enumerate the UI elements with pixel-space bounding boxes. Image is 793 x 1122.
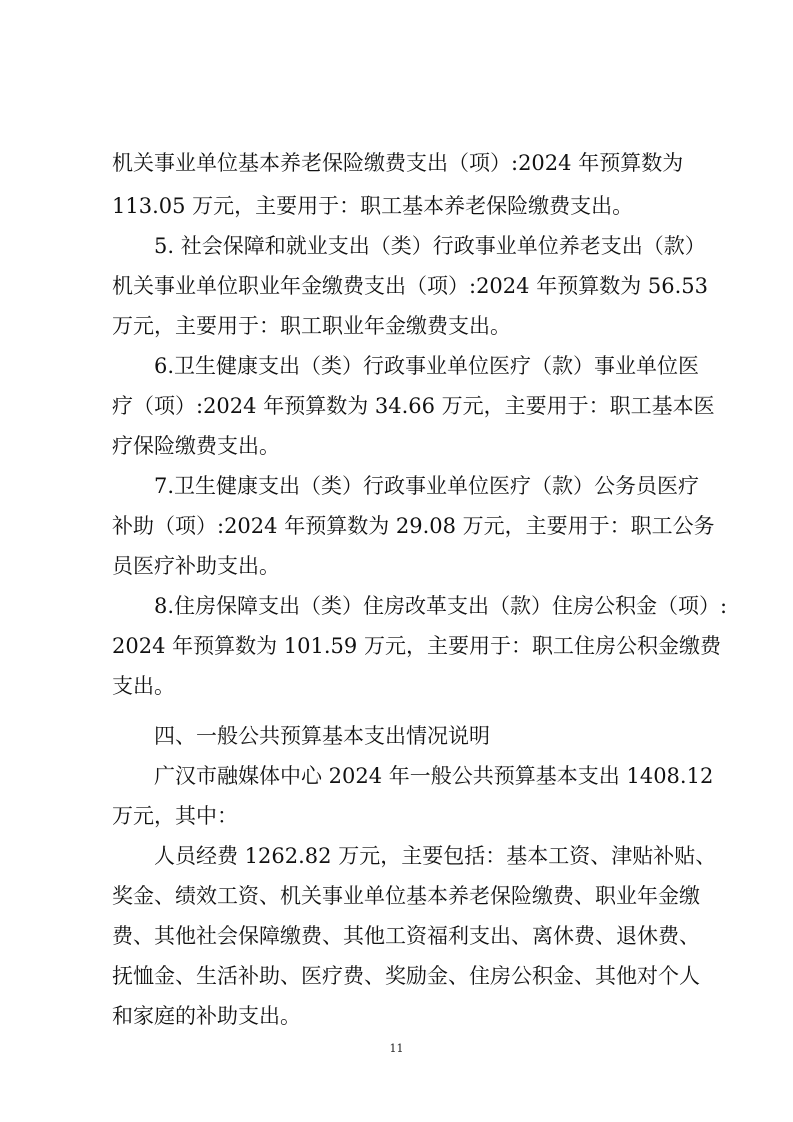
text-line: 机关事业单位基本养老保险缴费支出（项）:2024 年预算数为 [112,151,684,175]
text-line: 补助（项）:2024 年预算数为 29.08 万元，主要用于：职工公务 [112,514,715,538]
text-line: 奖金、绩效工资、机关事业单位基本养老保险缴费、职业年金缴 [112,884,700,908]
text-line: 6.卫生健康支出（类）行政事业单位医疗（款）事业单位医 [154,354,700,378]
text-line: 疗保险缴费支出。 [112,434,280,458]
text-line: 人员经费 1262.82 万元，主要包括：基本工资、津贴补贴、 [154,844,717,868]
text-line: 费、其他社会保障缴费、其他工资福利支出、离休费、退休费、 [112,924,700,948]
text-line: 广汉市融媒体中心 2024 年一般公共预算基本支出 1408.12 [154,764,714,788]
text-line: 7.卫生健康支出（类）行政事业单位医疗（款）公务员医疗 [154,474,700,498]
text-line: 疗（项）:2024 年预算数为 34.66 万元，主要用于：职工基本医 [112,394,715,418]
text-line: 万元，其中： [112,804,238,828]
page-number: 11 [389,1042,404,1055]
text-line: 8.住房保障支出（类）住房改革支出（款）住房公积金（项）: [154,594,728,618]
text-line: 113.05 万元，主要用于：职工基本养老保险缴费支出。 [112,194,634,218]
text-line: 5. 社会保障和就业支出（类）行政事业单位养老支出（款） [154,234,706,258]
text-line: 万元，主要用于：职工职业年金缴费支出。 [112,314,511,338]
text-line: 2024 年预算数为 101.59 万元，主要用于：职工住房公积金缴费 [112,634,721,658]
text-line: 机关事业单位职业年金缴费支出（项）:2024 年预算数为 56.53 [112,274,708,298]
text-line: 抚恤金、生活补助、医疗费、奖励金、住房公积金、其他对个人 [112,964,700,988]
section-heading: 四、一般公共预算基本支出情况说明 [154,724,490,748]
text-line: 和家庭的补助支出。 [112,1004,301,1028]
text-line: 支出。 [112,674,175,698]
text-line: 员医疗补助支出。 [112,554,280,578]
